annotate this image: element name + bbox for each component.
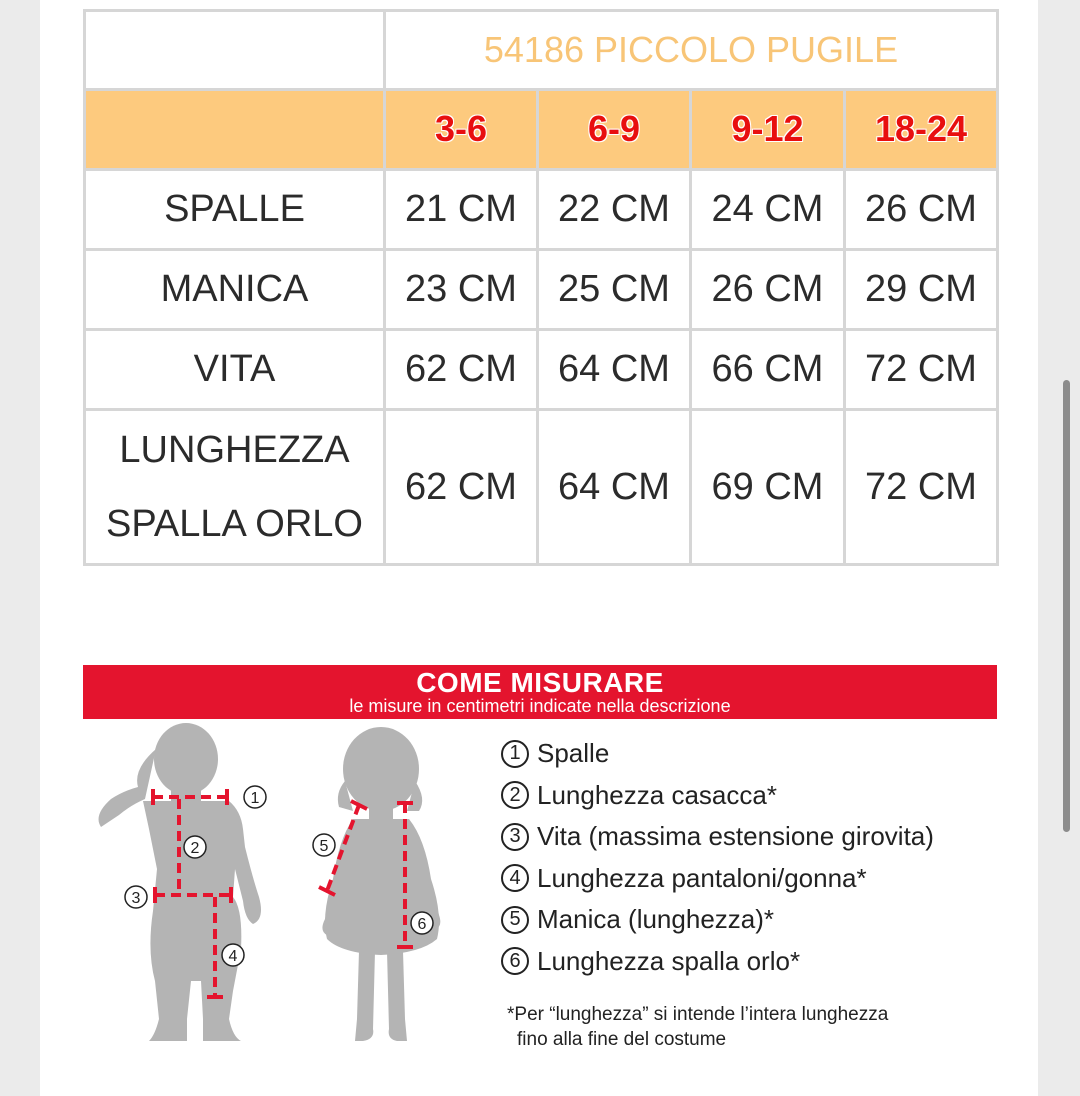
measure-cell: 62 CM: [385, 410, 538, 565]
circled-number: 1: [501, 740, 529, 768]
circled-number: 3: [501, 823, 529, 851]
measure-cell: 64 CM: [538, 410, 691, 565]
legend-item: [501, 858, 934, 900]
legend-label: Lunghezza casacca*: [537, 779, 777, 810]
footnote-line: *Per “lunghezza” si intende l’intera lunghezza: [507, 1004, 889, 1025]
product-title: 54186 PICCOLO PUGILE: [385, 11, 998, 90]
table-row: [85, 170, 998, 250]
measure-cell: 69 CM: [691, 410, 845, 565]
circled-number: 6: [501, 947, 529, 975]
row-label-line: LUNGHEZZA: [119, 429, 350, 471]
how-to-measure-panel: [83, 665, 997, 1096]
legend-item: [501, 816, 934, 858]
measure-cell: 25 CM: [538, 250, 691, 330]
vertical-scrollbar[interactable]: [1063, 380, 1070, 832]
legend-label: Manica (lunghezza)*: [537, 904, 775, 935]
row-label-line: SPALLA ORLO: [106, 503, 363, 545]
measure-cell: 21 CM: [385, 170, 538, 250]
legend-item: [501, 941, 934, 983]
figure-marker-2: 2: [190, 840, 200, 857]
circled-number: 5: [501, 906, 529, 934]
figure-marker-1: 1: [250, 790, 260, 807]
row-label: SPALLE: [85, 170, 385, 250]
measurement-legend: [501, 733, 934, 982]
figure-marker-5: 5: [319, 838, 329, 855]
measure-cell: 22 CM: [538, 170, 691, 250]
size-header: [691, 90, 845, 170]
measure-cell: 24 CM: [691, 170, 845, 250]
legend-item: [501, 775, 934, 817]
circled-number: 4: [501, 864, 529, 892]
how-to-measure-banner: [83, 665, 997, 719]
measure-cell: 72 CM: [845, 330, 998, 410]
row-label: VITA: [85, 330, 385, 410]
legend-item: [501, 899, 934, 941]
empty-corner-cell: [85, 11, 385, 90]
size-header-empty: [85, 90, 385, 170]
legend-label: Lunghezza pantaloni/gonna*: [537, 862, 867, 893]
measure-cell: 72 CM: [845, 410, 998, 565]
banner-subtitle: le misure in centimetri indicate nella descrizione: [349, 696, 731, 716]
measure-cell: 26 CM: [845, 170, 998, 250]
footnote-line: fino alla fine del costume: [517, 1029, 727, 1050]
size-label: 3-6: [434, 108, 488, 149]
row-label: MANICA: [85, 250, 385, 330]
legend-label: Spalle: [537, 738, 610, 769]
table-row: [85, 250, 998, 330]
circled-number: 2: [501, 781, 529, 809]
legend-label: Vita (massima estensione girovita): [537, 821, 934, 852]
table-row: [85, 410, 998, 565]
figure-marker-4: 4: [228, 948, 238, 965]
legend-item: [501, 733, 934, 775]
measuring-figures-illustration: [83, 719, 493, 1096]
length-footnote: [507, 1002, 987, 1052]
banner-title: COME MISURARE: [416, 667, 664, 698]
size-header-row: [85, 90, 998, 170]
measure-cell: 26 CM: [691, 250, 845, 330]
table-title-row: [85, 11, 998, 90]
measure-cell: 66 CM: [691, 330, 845, 410]
girl-silhouette: [319, 727, 440, 1041]
measure-cell: 62 CM: [385, 330, 538, 410]
size-header: [385, 90, 538, 170]
table-row: [85, 330, 998, 410]
row-label: [85, 410, 385, 565]
size-header: [845, 90, 998, 170]
measure-cell: 23 CM: [385, 250, 538, 330]
size-label: 9-12: [731, 108, 804, 149]
measure-cell: 64 CM: [538, 330, 691, 410]
figure-marker-6: 6: [417, 916, 427, 933]
size-table: [83, 9, 999, 566]
size-label: 18-24: [874, 108, 968, 149]
size-label: 6-9: [587, 108, 641, 149]
legend-label: Lunghezza spalla orlo*: [537, 945, 801, 976]
figure-marker-3: 3: [131, 890, 141, 907]
measure-cell: 29 CM: [845, 250, 998, 330]
size-header: [538, 90, 691, 170]
